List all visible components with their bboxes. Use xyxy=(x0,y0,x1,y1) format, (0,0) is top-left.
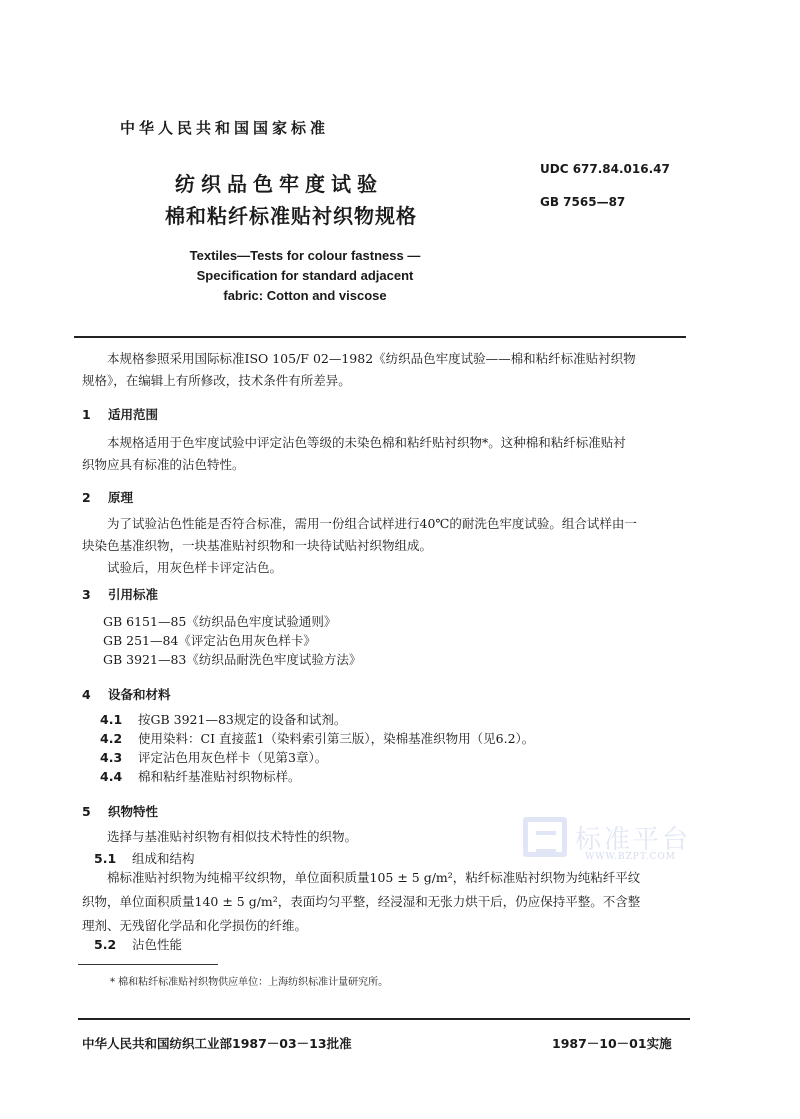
list-item: 4.2 使用染料：CI 直接蓝1（染料索引第三版），染棉基准织物用（见6.2）。 xyxy=(100,731,535,746)
footnote: * 棉和粘纤标准贴衬织物供应单位：上海纺织标准计量研究所。 xyxy=(110,977,389,988)
title-en-line3: fabric: Cotton and viscose xyxy=(223,288,387,303)
intro-line2: 规格》，在编辑上有所修改，技术条件有所差异。 xyxy=(82,373,351,388)
section-5-body: 选择与基准贴衬织物有相似技术特性的织物。 xyxy=(107,829,358,844)
national-standard-label: 中华人民共和国国家标准 xyxy=(120,119,330,137)
title-cn-line2: 棉和粘纤标准贴衬织物规格 xyxy=(165,204,417,228)
title-cn-line1: 纺织品色牢度试验 xyxy=(175,172,383,196)
section-3-heading: 3 引用标准 xyxy=(82,587,159,602)
footer-divider xyxy=(78,1018,690,1020)
reference-item: GB 3921—83《纺织品耐洗色牢度试验方法》 xyxy=(103,652,362,667)
title-en-line2: Specification for standard adjacent xyxy=(196,268,414,283)
title-en-line1: Textiles—Tests for colour fastness — xyxy=(189,248,421,263)
section-1-heading: 1 适用范围 xyxy=(82,407,159,422)
list-item: 4.4 棉和粘纤基准贴衬织物标样。 xyxy=(100,769,301,784)
section-1-body: 本规格适用于色牢度试验中评定沾色等级的未染色棉和粘纤贴衬织物*。这种棉和粘纤标准贴衬 织物应具有标准的沾色特性。 xyxy=(82,435,626,472)
list-item: 4.3 评定沾色用灰色样卡（见第3章）。 xyxy=(100,750,328,765)
reference-item: GB 6151—85《纺织品色牢度试验通则》 xyxy=(103,614,337,629)
watermark-text: 标准平台 xyxy=(575,824,692,855)
gb-number: GB 7565—87 xyxy=(540,195,626,209)
intro-paragraph xyxy=(82,348,682,392)
watermark-url: WWW.BZPT.COM xyxy=(585,852,676,862)
section-2-heading: 2 原理 xyxy=(82,490,134,505)
section-4-heading: 4 设备和材料 xyxy=(82,687,171,702)
list-item: 4.1 按GB 3921—83规定的设备和试剂。 xyxy=(100,712,347,727)
subsection-5-1-body: 棉标准贴衬织物为纯棉平纹织物，单位面积质量105 ± 5 g/m²，粘纤标准贴衬织物为纯粘纤平纹 织物，单位面积质量140 ± 5 g/m²，表面均匀平整，经浸湿和无张力烘干后，仍应保持平整。不含整 理剂、无残留化学品和化学损伤的纤维。 xyxy=(82,870,641,933)
section-5-heading: 5 织物特性 xyxy=(82,804,159,819)
implementation-date: 1987－10－01实施 xyxy=(552,1036,672,1051)
reference-item: GB 251—84《评定沾色用灰色样卡》 xyxy=(103,633,316,648)
subsection-5-1-heading: 5.1 组成和结构 xyxy=(94,851,195,866)
watermark-logo-icon xyxy=(523,817,567,857)
header-divider xyxy=(74,336,686,338)
approval-date: 中华人民共和国纺织工业部1987－03－13批准 xyxy=(82,1036,352,1051)
watermark xyxy=(523,817,691,857)
section-2-body: 为了试验沾色性能是否符合标准，需用一份组合试样进行40℃的耐洗色牢度试验。组合试样由一 块染色基准织物，一块基准贴衬织物和一块待试贴衬织物组成。 试验后，用灰色样卡评定沾色。 xyxy=(82,516,637,575)
reference-list xyxy=(103,612,361,669)
udc-code: UDC 677.84.016.47 xyxy=(540,162,670,176)
footnote-divider xyxy=(78,964,218,965)
section-4-items xyxy=(100,710,534,786)
title-en xyxy=(165,246,445,306)
intro-line1: 本规格参照采用国际标准ISO 105/F 02—1982《纺织品色牢度试验——棉和粘纤标准贴衬织物 xyxy=(107,351,636,366)
subsection-5-2-heading: 5.2 沾色性能 xyxy=(94,937,183,952)
